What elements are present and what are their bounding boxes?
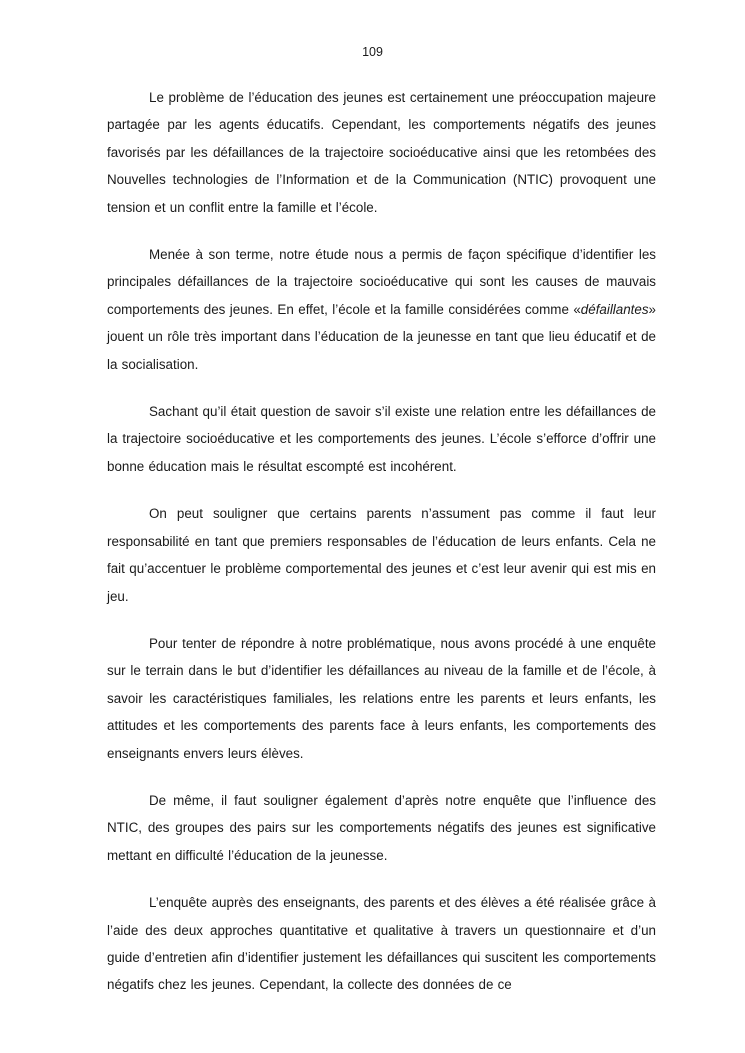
paragraph-2-italic-term: défaillantes <box>580 301 649 317</box>
paragraph-2 <box>107 241 656 378</box>
paragraph-6: De même, il faut souligner également d’après notre enquête que l’influence des NTIC, des groupes des pairs sur les comportements négatifs des jeunes est significative mettant en difficulté l’éducation de la jeunesse. <box>107 792 656 863</box>
paragraph-1: Le problème de l’éducation des jeunes est certainement une préoccupation majeure partagée par les agents éducatifs. Cependant, les comportements négatifs des jeunes favorisés par les défaillances de la trajectoire socioéducative ainsi que les retombées des Nouvelles technologies de l’Information et de la Communication (NTIC) provoquent une tension et un conflit entre la famille et l’école. <box>107 90 656 215</box>
paragraph-3: Sachant qu’il était question de savoir s’il existe une relation entre les défaillances de la trajectoire socioéducative et les comportements des jeunes. L’école s’efforce d’offrir une bonne éducation mais le résultat escompté est incohérent. <box>107 404 656 474</box>
paragraph-7: L’enquête auprès des enseignants, des parents et des élèves a été réalisée grâce à l’aide des deux approches quantitative et qualitative à travers un questionnaire et d’un guide d’entretien afin d’identifier justement les défaillances qui suscitent les comportements négatifs chez les jeunes. Cependant, la collecte des données de ce <box>107 895 656 993</box>
body-text <box>107 84 656 1019</box>
paragraph-2-text-before: Menée à son terme, notre étude nous a permis de façon spécifique d’identifier les principales défaillances de la trajectoire socioéducative qui sont les causes de mauvais comportements des jeunes. En effet, l’école et la famille considérées comme « <box>107 247 656 317</box>
page-number: 109 <box>362 45 383 59</box>
paragraph-5: Pour tenter de répondre à notre problématique, nous avons procédé à une enquête sur le terrain dans le but d’identifier les défaillances au niveau de la famille et de l’école, à savoir les caractéristiques familiales, les relations entre les parents et leurs enfants, les attitudes et les comportements des parents face à leurs enfants, les comportements des enseignants envers leurs élèves. <box>107 635 656 761</box>
paragraph-2-text-after: » jouent un rôle très important dans l’éducation de la jeunesse en tant que lieu éducatif et de la socialisation. <box>107 301 656 372</box>
paragraph-4: On peut souligner que certains parents n’assument pas comme il faut leur responsabilité en tant que premiers responsables de l’éducation de leurs enfants. Cela ne fait qu’accentuer le problème comportemental des jeunes et c’est leur avenir qui est mis en jeu. <box>107 506 656 604</box>
